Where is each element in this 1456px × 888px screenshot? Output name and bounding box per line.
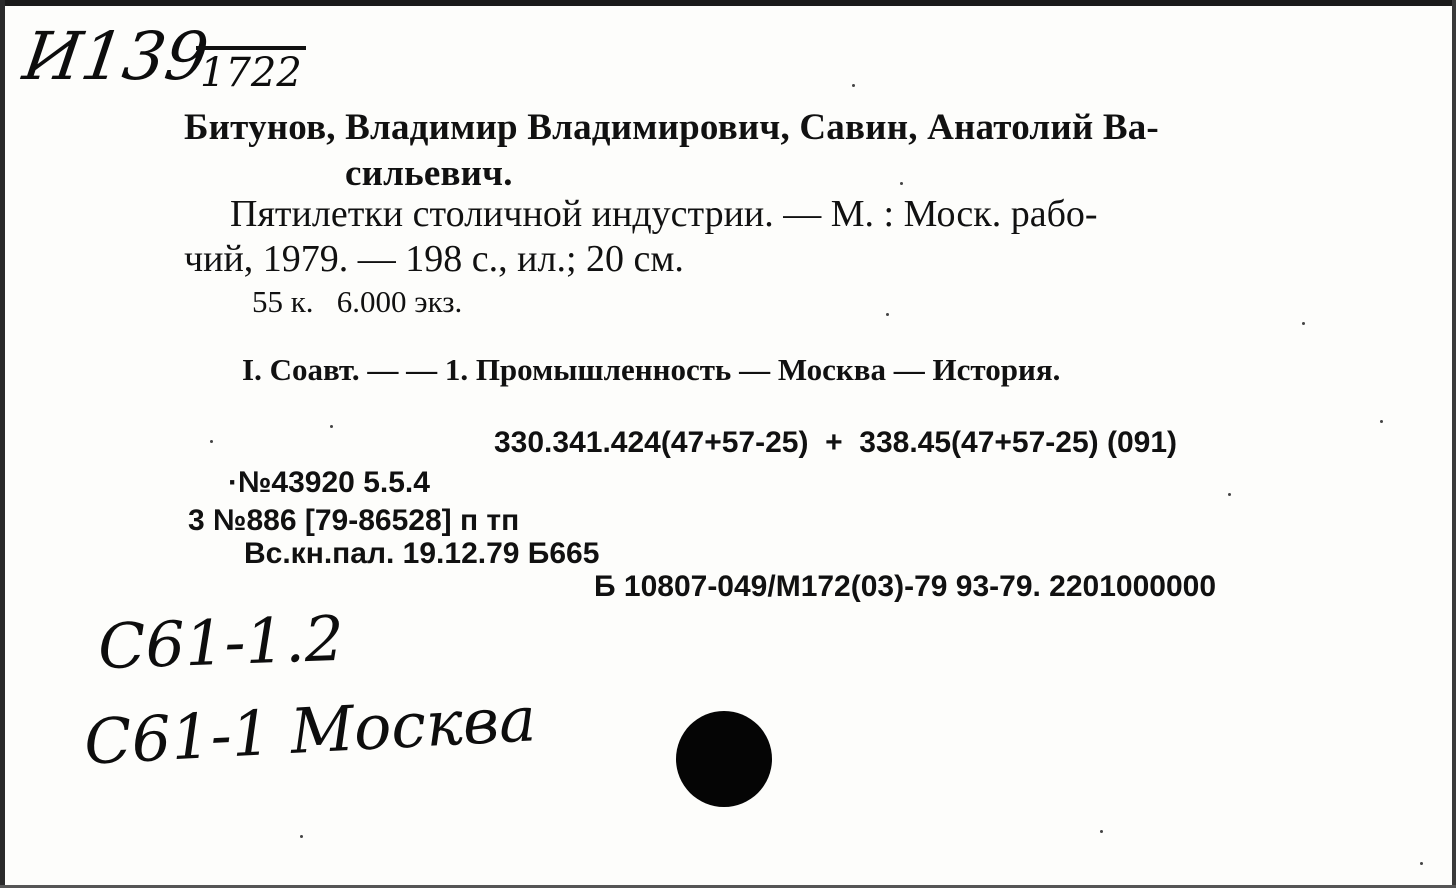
udc-line: 330.341.424(47+57-25) + 338.45(47+57-25) (091) [494,426,1178,459]
number-line: ·№43920 5.5.4 [228,466,430,499]
card-left-edge [0,0,5,888]
tracings: I. Соавт. — — 1. Промышленность — Москва — История. [242,352,1061,387]
shelfmark: И139 [18,18,213,95]
chamber-line: Вс.кн.пал. 19.12.79 Б665 [244,537,600,570]
author-line-1: Битунов, Владимир Владимирович, Савин, Анатолий Ва- [184,107,1159,148]
title-line-1: Пятилетки столичной индустрии. — М. : Моск. рабо- [230,193,1098,235]
handwritten-classification-1: С61-1.2 [96,601,346,684]
code-line: Б 10807-049/М172(03)-79 93-79. 2201000000 [594,570,1217,603]
price-line: 55 к. 6.000 экз. [252,284,463,319]
author-line-2: сильевич. [345,153,513,194]
card-right-edge [1452,0,1456,888]
order-line: 3 №886 [79-86528] п тп [188,504,520,537]
handwritten-classification-2: С61-1 Москва [82,682,538,779]
title-line-2: чий, 1979. — 198 с., ил.; 20 см. [184,238,684,280]
punch-hole [676,711,772,807]
shelfmark-number: 1722 [196,46,306,96]
card-top-edge [0,0,1456,6]
